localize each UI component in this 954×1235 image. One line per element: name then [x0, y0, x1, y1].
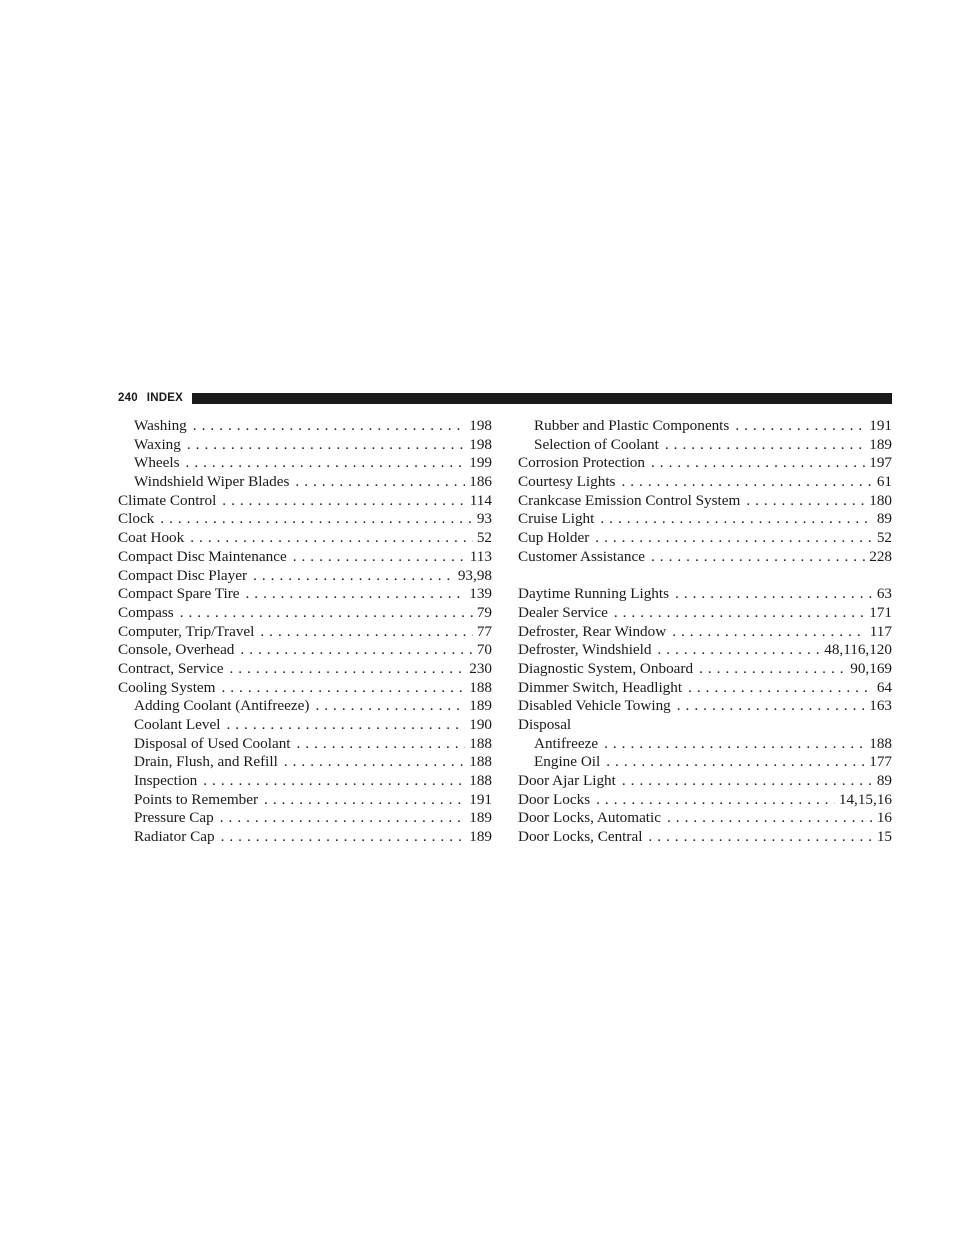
- index-subentry: [118, 809, 492, 828]
- entry-page-ref: 189: [469, 697, 492, 715]
- index-entry: [518, 679, 892, 698]
- index-entry: [518, 716, 892, 735]
- entry-page-ref: 48,116,120: [824, 641, 892, 659]
- entry-page-ref: 70: [476, 641, 492, 659]
- page-header: [118, 391, 892, 405]
- entry-label: Rubber and Plastic Components: [534, 417, 730, 434]
- entry-page-ref: 64: [876, 678, 892, 696]
- entry-label: Crankcase Emission Control System: [518, 491, 741, 509]
- entry-label: Coolant Level: [134, 716, 221, 733]
- dot-leader: [215, 679, 465, 698]
- index-subentry: [118, 417, 492, 436]
- entry-label: Defroster, Windshield: [518, 641, 652, 659]
- entry-label: Antifreeze: [534, 734, 599, 752]
- dot-leader: [645, 454, 865, 473]
- index-entry: [118, 660, 492, 679]
- index-entry: [518, 492, 892, 511]
- dot-leader: [651, 641, 820, 660]
- dot-leader: [215, 828, 466, 847]
- index-entry: [118, 567, 492, 586]
- dot-leader: [671, 697, 865, 716]
- index-entry: [518, 529, 892, 548]
- dot-leader: [214, 809, 465, 828]
- entry-page-ref: 171: [869, 603, 892, 621]
- dot-leader: [174, 604, 473, 623]
- entry-label: Computer, Trip/Travel: [118, 622, 255, 640]
- section-title: INDEX: [146, 392, 183, 404]
- entry-page-ref: 61: [876, 473, 892, 491]
- entry-label: Selection of Coolant: [534, 435, 659, 453]
- entry-label: Courtesy Lights: [518, 473, 616, 491]
- index-entry: [518, 660, 892, 679]
- dot-leader: [740, 492, 865, 511]
- index-entry: [518, 604, 892, 623]
- entry-label: Coat Hook: [118, 529, 185, 547]
- entry-label: Wheels: [134, 454, 180, 472]
- entry-page-ref: 198: [469, 417, 492, 434]
- index-subentry: [118, 735, 492, 754]
- entry-page-ref: 186: [469, 473, 492, 491]
- dot-leader: [278, 753, 465, 772]
- entry-label: Drain, Flush, and Refill: [134, 753, 278, 771]
- entry-page-ref: 16: [876, 809, 892, 827]
- dot-leader: [234, 641, 472, 660]
- dot-leader: [589, 529, 873, 548]
- entry-label: Disabled Vehicle Towing: [518, 697, 671, 715]
- entry-label: Cup Holder: [518, 529, 590, 547]
- entry-page-ref: 14,15,16: [838, 790, 892, 808]
- dot-leader: [661, 809, 873, 828]
- entry-page-ref: 15: [876, 828, 892, 846]
- entry-page-ref: 139: [469, 585, 492, 603]
- entry-page-ref: 199: [469, 454, 492, 472]
- entry-label: Dealer Service: [518, 603, 608, 621]
- dot-leader: [682, 679, 873, 698]
- index-entry: [518, 585, 892, 604]
- index-entry: [518, 809, 892, 828]
- entry-label: Daytime Running Lights: [518, 585, 670, 603]
- entry-page-ref: 198: [469, 435, 492, 453]
- index-entry: [518, 548, 892, 567]
- entry-page-ref: 197: [869, 454, 892, 472]
- dot-leader: [666, 623, 866, 642]
- entry-page-ref: 191: [869, 417, 892, 434]
- dot-leader: [220, 716, 465, 735]
- index-entry: [518, 510, 892, 529]
- entry-page-ref: 230: [469, 659, 492, 677]
- entry-label: Engine Oil: [534, 753, 601, 771]
- index-entry: [518, 641, 892, 660]
- entry-page-ref: 191: [469, 790, 492, 808]
- index-entry: [518, 454, 892, 473]
- entry-page-ref: 113: [469, 547, 492, 565]
- dot-leader: [180, 454, 466, 473]
- dot-leader: [616, 772, 873, 791]
- entry-label: Customer Assistance: [518, 547, 645, 565]
- entry-page-ref: 189: [869, 435, 892, 453]
- entry-label: Diagnostic System, Onboard: [518, 659, 694, 677]
- entry-label: Windshield Wiper Blades: [134, 473, 290, 491]
- index-subentry: [518, 436, 892, 455]
- index-entry: [518, 772, 892, 791]
- index-column-left: [118, 417, 492, 847]
- dot-leader: [594, 510, 872, 529]
- index-subentry: [118, 454, 492, 473]
- dot-leader: [184, 529, 473, 548]
- entry-label: Door Locks: [518, 790, 591, 808]
- entry-label: Climate Control: [118, 491, 217, 509]
- entry-page-ref: 228: [869, 547, 892, 565]
- index-subentry: [518, 735, 892, 754]
- entry-label: Dimmer Switch, Headlight: [518, 678, 683, 696]
- index-subentry: [518, 417, 892, 436]
- index-subentry: [118, 791, 492, 810]
- entry-label: Cruise Light: [518, 510, 595, 528]
- index-subentry: [118, 772, 492, 791]
- entry-label: Compact Disc Player: [118, 566, 248, 584]
- entry-label: Inspection: [134, 772, 198, 790]
- index-entry: [518, 623, 892, 642]
- entry-label: Waxing: [134, 435, 181, 453]
- entry-label: Corrosion Protection: [518, 454, 645, 472]
- entry-label: Console, Overhead: [118, 641, 235, 659]
- entry-label: Radiator Cap: [134, 828, 215, 846]
- index-subentry: [118, 753, 492, 772]
- index-entry: [118, 585, 492, 604]
- page-number: 240: [118, 392, 138, 404]
- dot-leader: [216, 492, 465, 511]
- entry-page-ref: 163: [869, 697, 892, 715]
- dot-leader: [693, 660, 846, 679]
- entry-page-ref: 63: [876, 585, 892, 603]
- dot-leader: [223, 660, 465, 679]
- entry-page-ref: 79: [476, 603, 492, 621]
- dot-leader: [645, 548, 865, 567]
- dot-leader: [598, 735, 865, 754]
- index-entry: [118, 604, 492, 623]
- entry-page-ref: 190: [469, 716, 492, 733]
- entry-page-ref: 188: [469, 772, 492, 790]
- entry-page-ref: 117: [869, 622, 892, 640]
- dot-leader: [309, 697, 465, 716]
- index-entry: [118, 623, 492, 642]
- entry-label: Door Ajar Light: [518, 772, 616, 790]
- index-subentry: [118, 436, 492, 455]
- dot-leader: [258, 791, 465, 810]
- dot-leader: [608, 604, 865, 623]
- index-entry: [118, 548, 492, 567]
- entry-label: Points to Remember: [134, 790, 259, 808]
- index-spacer: [518, 567, 892, 586]
- dot-leader: [590, 791, 835, 810]
- entry-page-ref: 89: [876, 510, 892, 528]
- index-entry: [518, 791, 892, 810]
- dot-leader: [615, 473, 872, 492]
- dot-leader: [289, 473, 465, 492]
- entry-page-ref: 189: [469, 828, 492, 846]
- dot-leader: [729, 417, 865, 436]
- entry-page-ref: 188: [469, 753, 492, 771]
- entry-page-ref: 52: [476, 529, 492, 547]
- entry-label: Door Locks, Central: [518, 828, 643, 846]
- entry-page-ref: 77: [476, 622, 492, 640]
- index-subentry: [518, 753, 892, 772]
- dot-leader: [669, 585, 873, 604]
- entry-page-ref: 93: [476, 510, 492, 528]
- dot-leader: [287, 548, 466, 567]
- entry-label: Cooling System: [118, 678, 216, 696]
- entry-label: Compact Disc Maintenance: [118, 547, 287, 565]
- index-entry: [118, 492, 492, 511]
- dot-leader: [254, 623, 472, 642]
- entry-label: Washing: [134, 417, 187, 434]
- entry-label: Pressure Cap: [134, 809, 214, 827]
- entry-label: Compass: [118, 603, 174, 621]
- dot-leader: [659, 436, 865, 455]
- index-entry: [518, 828, 892, 847]
- entry-page-ref: 177: [869, 753, 892, 771]
- dot-leader: [291, 735, 466, 754]
- index-subentry: [118, 473, 492, 492]
- index-entry: [118, 679, 492, 698]
- entry-page-ref: 114: [469, 491, 492, 509]
- index-column-right: [518, 417, 892, 847]
- entry-page-ref: 180: [869, 491, 892, 509]
- index-subentry: [118, 828, 492, 847]
- entry-label: Adding Coolant (Antifreeze): [134, 697, 310, 715]
- dot-leader: [197, 772, 465, 791]
- dot-leader: [600, 753, 865, 772]
- header-rule: [192, 393, 892, 404]
- entry-page-ref: 188: [469, 678, 492, 696]
- entry-page-ref: 189: [469, 809, 492, 827]
- dot-leader: [642, 828, 872, 847]
- index-entry: [518, 473, 892, 492]
- entry-label: Defroster, Rear Window: [518, 622, 667, 640]
- entry-page-ref: 188: [469, 734, 492, 752]
- index-entry: [118, 529, 492, 548]
- entry-page-ref: 188: [869, 734, 892, 752]
- dot-leader: [247, 567, 454, 586]
- entry-label: Contract, Service: [118, 659, 224, 677]
- dot-leader: [240, 585, 466, 604]
- index-entry: [518, 697, 892, 716]
- entry-page-ref: 89: [876, 772, 892, 790]
- entry-label: Door Locks, Automatic: [518, 809, 661, 827]
- entry-label: Disposal: [518, 716, 572, 733]
- dot-leader: [154, 510, 473, 529]
- entry-label: Clock: [118, 510, 155, 528]
- index-entry: [118, 641, 492, 660]
- index-subentry: [118, 716, 492, 735]
- dot-leader: [187, 417, 465, 436]
- entry-label: Disposal of Used Coolant: [134, 734, 291, 752]
- entry-label: Compact Spare Tire: [118, 585, 240, 603]
- entry-page-ref: 93,98: [457, 566, 492, 584]
- dot-leader: [181, 436, 465, 455]
- index-entry: [118, 510, 492, 529]
- entry-page-ref: 52: [876, 529, 892, 547]
- index-subentry: [118, 697, 492, 716]
- entry-page-ref: 90,169: [850, 659, 892, 677]
